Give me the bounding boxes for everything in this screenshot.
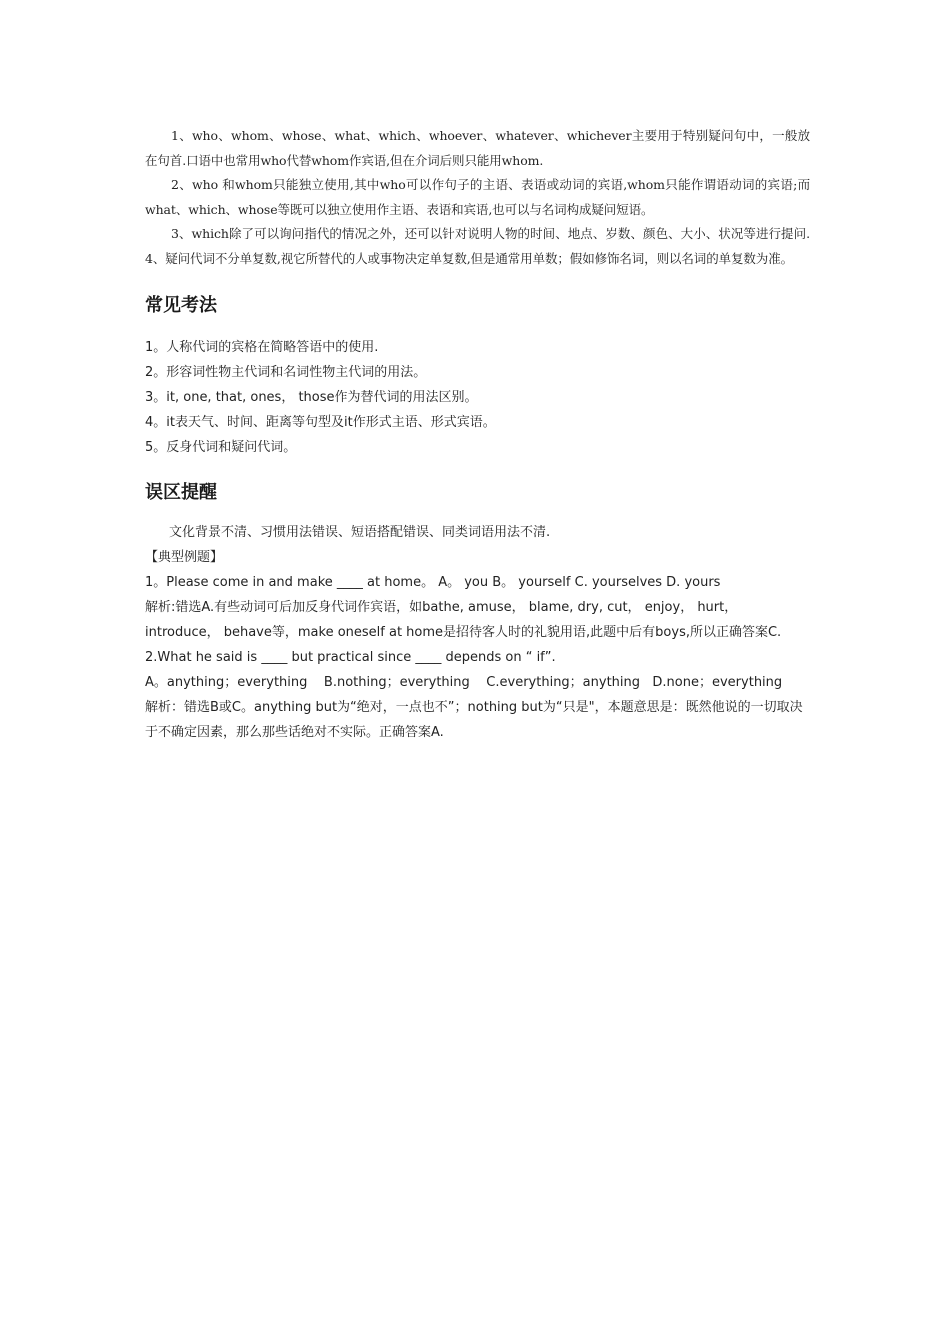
intro-paragraph-3: 3、which除了可以询问指代的情况之外，还可以针对说明人物的时间、地点、岁数、颜色、大小、状况等进行提问. 4、疑问代词不分单复数,视它所替代的人或事物决定单复数,但是通常用单数；假如修饰名词，则以名词的单复数为准。 (145, 226, 810, 266)
list-item: 5。反身代词和疑问代词。 (145, 440, 297, 455)
list-item: 3。it, one, that, ones， those作为替代词的用法区别。 (145, 390, 478, 405)
example-label: 【典型例题】 (145, 550, 224, 565)
intro-paragraph-2: 2、who 和whom只能独立使用,其中who可以作句子的主语、表语或动词的宾语,whom只能作谓语动词的宾语;而what、which、whose等既可以独立使用作主语、表语和宾语,也可以与名词构成疑问短语。 (145, 177, 810, 217)
section-heading-pitfalls: 误区提醒 (145, 482, 217, 503)
section-heading-common-tests: 常见考法 (145, 295, 217, 316)
document-page (145, 124, 810, 745)
list-item: 1。人称代词的宾格在简略答语中的使用. (145, 340, 379, 355)
list-item: 2。形容词性物主代词和名词性物主代词的用法。 (145, 365, 427, 380)
question-1: 1。Please come in and make ____ at home。 A。 you B。 yourself C. yourselves D. yours (145, 575, 721, 590)
list-item: 4。it表天气、时间、距离等句型及it作形式主语、形式宾语。 (145, 415, 496, 430)
answer-1-analysis: 解析:错选A.有些动词可后加反身代词作宾语，如bathe, amuse， blame, dry, cut， enjoy， hurt， introduce， behave等，make oneself at home是招待客人时的礼貌用语,此题中后有boys,所以正确答案C. (145, 600, 782, 640)
intro-paragraph-1: 1、who、whom、whose、what、which、whoever、whatever、whichever主要用于特别疑问句中，一般放在句首.口语中也常用who代替whom作宾语,但在介词后则只能用whom. (145, 128, 810, 168)
pitfalls-intro: 文化背景不清、习惯用法错误、短语搭配错误、同类词语用法不清. (169, 525, 551, 540)
answer-2-analysis: 解析：错选B或C。anything but为“绝对，一点也不”；nothing but为“只是"，本题意思是：既然他说的一切取决于不确定因素，那么那些话绝对不实际。正确答案A. (145, 700, 803, 740)
question-2: 2.What he said is ____ but practical since ____ depends on “ if”. (145, 650, 556, 665)
common-tests-list (145, 335, 810, 460)
question-2-options: A。anything；everything B.nothing；everything C.everything；anything D.none；everything (145, 675, 783, 690)
